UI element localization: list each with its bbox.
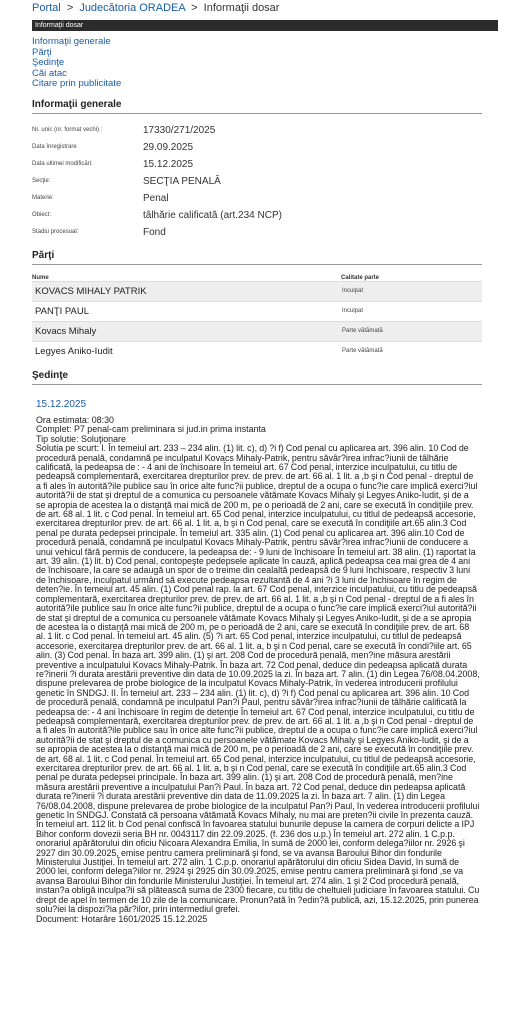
info-label: Nr. unic (nr. format vechi) : [32,127,103,134]
info-row-materie [32,190,506,207]
breadcrumb-court-link[interactable]: Judecătoria ORADEA [79,2,186,14]
party-name: Legyes Aniko-Iudit [35,345,113,357]
column-header-nume: Nume [32,274,49,281]
parti-section-title: Părţi [32,250,482,265]
general-info-table [32,122,506,241]
info-value: SECŢIA PENALĂ [143,175,221,187]
table-row [32,341,482,361]
party-role: Parte vătămată [342,348,383,355]
party-name: KOVACS MIHALY PATRIK [35,285,147,297]
sedinte-section-title: Şedinţe [32,370,482,385]
section-nav [32,37,506,90]
general-section-title: Informaţii generale [32,99,482,114]
hearing-document: Document: Hotarâre 1601/2025 15.12.2025 [36,913,208,924]
info-value: Fond [143,226,166,238]
info-value: 17330/271/2025 [143,124,216,136]
info-label: Obiect: [32,212,52,219]
info-label: Materie: [32,195,54,202]
hearing-details [36,416,480,924]
table-row [32,281,482,301]
info-label: Secţie: [32,178,51,185]
hearing-time: Ora estimata: 08:30 [36,414,114,425]
page-header-bar: Informaţii dosar [32,20,498,31]
party-role: Parte vătămată [342,328,383,335]
info-value: Penal [143,192,169,204]
party-name: PANŢI PAUL [35,305,90,317]
breadcrumb-separator: > [191,2,198,14]
info-row-sectie [32,173,506,190]
info-value: 29.09.2025 [143,141,194,153]
info-value: 15.12.2025 [143,158,194,170]
info-label: Data ultimei modificări: [32,161,93,168]
breadcrumb-current: Informaţii dosar [203,2,280,14]
info-label: Data înregistrare [32,144,77,151]
hearing-solution-type: Tip solutie: Soluţionare [36,433,126,444]
nav-link-cai-atac[interactable]: Căi atac [32,67,67,79]
info-row-stadiu [32,224,506,241]
nav-link-parti[interactable]: Părţi [32,46,52,58]
info-label: Stadiu procesual: [32,229,79,236]
nav-link-sedinte[interactable]: Şedinţe [32,57,65,69]
nav-link-citare-publicitate[interactable]: Citare prin publicitate [32,78,122,90]
party-role: Inculpat [342,288,364,295]
table-row [32,321,482,341]
hearing-solution-text: Solutia pe scurt: I. În temeiul art. 233 – 234 alin. (1) lit. c), d) ?i f) Cod penal cu aplicarea art. 396 alin. 10 Cod de procedură penală, condamnă pe inculpatul Kovacs Mihaly-Patrik, pentru săvâr?irea infrac?iunii de tâlhărie calificată, la pedeapsa de : - 4 ani de închisoare În temeiul art. 67 Cod penal, interzice inculpatului, cu titlu de pedeapsă complementară, exercitarea drepturilor prev. de prev. de art. 66 al. 1 lit. a ,b şi n Cod penal - dreptul de a fi ales în autorită?ile publice sau în orice alte func?ii publice, dreptul de a ocupa o func?ie care implică exerci?iul autorită?ii de stat şi dreptul de a comunica cu persoanele vătămate Kovacs Mihaly şi Legyes Aniko-Iudit, şi de a se apropia de acestea la o distanţă mai mică de 200 m, pe o perioadă de 2 ani, care se execută în condiţiile prev. de art. 68 al. 1 lit. c Cod penal. În temeiul art. 65 Cod penal, interzice inculpatului, cu titlul de pedeapsă accesorie, exercitarea drepturilor prev. de art. 66 al. 1 lit. a, b şi n Cod penal, care se execută în condiţiile art.65 alin.3 Cod penal pe durata pedepsei principale. În temeiul art. 335 alin. (1) Cod penal cu aplicarea art. 396 alin.10 Cod de procedură penală, condamnă pe inculpatul Kovacs Mihaly-Patrik, pentru săvâr?irea infrac?iunii de conducere a unui vehicul fără permis de conducere, la pedeapsa de: - 9 luni de închisoare În temeiul art. 38 alin. (1) raportat la art. 39 alin. (1) lit. b) Cod penal, contopeşte pedepsele aplicate în cauză, aplică pedeapsa cea mai grea de 4 ani de închisoare, la care se adaugă un spor de o treime din cealaltă pedeapsă de 9 luni închisoare, respectiv 3 luni de închisoare, inculpatul urmând să execute pedeapsa rezultantă de 4 ani ?i 3 luni de închisoare în regim de deten?ie. În temeiul art. 45 alin. (1) Cod penal rap. la art. 67 Cod penal, interzice inculpatului, cu titlu de pedeapsă complementară, exercitarea drepturilor prev. de prev. de art. 66 al. 1 lit. a ,b şi n Cod penal - dreptul de a fi ales în autorită?ile publice sau în orice alte func?ii publice, dreptul de a ocupa o func?ie care implică exerci?iul autorită?ii de stat şi dreptul de a comunica cu persoanele vătămate Kovacs Mihaly şi Legyes Aniko-Iudit, şi de a se apropia de acestea la o distanţă mai mică de 200 m, pe o perioadă de 2 ani, care se execută în condiţiile prev. de art. 68 al. 1 lit. c Cod penal. În temeiul art. 45 alin. (5) ?i art. 65 Cod penal, interzice inculpatului, cu titlul de pedeapsă accesorie, exercitarea drepturilor prev. de art. 66 al. 1 lit. a, b şi n Cod penal, care se execută în condi?iile art. 65 alin. (3) Cod penal. În baza art. 399 alin. (1) şi art. 208 Cod de procedură penală, men?ine măsura arestării preventive a inculpatului Kovacs Mihaly-Patrik. În baza art. 72 Cod penal, deduce din pedeapsa aplicată durata re?inerii ?i durata arestării preventive din data de 10.09.2025 la zi. În baza art. 7 alin. (1) din Legea 76/08.04.2008, dispune prelevarea de probe biologice de la inculpatul Kovacs Mihaly-Patrik, în vederea introducerii profilului genetic în SNDGJ. II. În temeiul art. 233 – 234 alin. (1) lit. c), d) ?i f) Cod penal cu aplicarea art. 396 alin. 10 Cod de procedură penală, condamnă pe inculpatul Pan?i Paul, pentru săvâr?irea infrac?iunii de tâlhărie calificată la pedeapsa de: - 4 ani închisoare în regim de detenţie În temeiul art. 67 Cod penal, interzice inculpatului, cu titlu de pedeapsă complementară, exercitarea drepturilor prev. de prev. de art. 66 al. 1 lit. a ,b şi n Cod penal - dreptul de a fi ales în autorită?ile publice sau în orice alte func?ii publice, dreptul de a ocupa o func?ie care implică exerci?iul autorită?ii de stat şi dreptul de a comunica cu persoanele vătămate Kovacs Mihaly şi Legyes Aniko-Iudit, şi de a se apropia de acestea la o distanţă mai mică de 200 m, pe o perioadă de 2 ani, care se execută în condiţiile prev. de art. 68 al. 1 lit. c Cod penal. În temeiul art. 65 Cod penal, interzice inculpatului, cu titlul de pedeapsă accesorie, exercitarea drepturilor prev. de art. 66 al. 1 lit. a, b şi n Cod penal, care se execută în condiţiile art.65 alin.3 Cod penal pe durata pedepsei principale. În baza art. 399 alin. (1) şi art. 208 Cod de procedură penală, men?ine măsura arestării preventive a inculpatului Pan?i Paul. În baza art. 72 Cod penal, deduce din pedeapsa aplicată durata re?inerii ?i durata arestării preventive din data de 11.09.2025 la zi. În baza art. 7 alin. (1) din Legea 76/08.04.2008, dispune prelevarea de probe biologice de la inculpatul Pan?i Paul, în vederea introducerii profilului genetic în SNDGJ. Constată că persoana vătămată Kovacs Mihaly, nu mai are preten?ii civile în prezenta cauză. În temeiul art. 112 lit. b Cod penal confiscă în favoarea statului bunurile depuse la camera de corpuri delicte a IPJ Bihor conform dovezii seria BH nr. 0043117 din 22.09.2025. (f. 236 dos u.p.) În temeiul art. 272 alin. 1 C.p.p. onorariul apărătorului din oficiu Nicoara Alexandra Emilia, în sumă de 2000 lei, conform delega?iilor nr. 2926 şi 2927 din 30.09.2025, emise pentru camera preliminară şi fond, se va avansa Baroului Bihor din fondurile Ministerului Justiţiei. În temeiul art. 272 alin. 1 C.p.p. onorariul apărătorului din oficiu Sidea David, în sumă de 2000 lei, conform delega?iilor nr. 2924 şi 2925 din 30.09.2025, emise pentru camera preliminară şi fond ,se va avansa Baroului Bihor din fondurile Ministerului Justiţiei. În temeiul art. 274 alin. 1 şi 2 Cod procedură penală, instan?a obligă inculpa?ii să plătească suma de 2300 fiecare, cu titlu de cheltuieli judiciare în favoarea statului. Cu drept de apel în termen de 10 zile de la comunicare. Pronun?ată în ?edin?ă publică, azi, 15.12.2025, prin punerea solu?iei la dispozi?ia păr?ilor, prin intermediul grefei. [36,443,480,915]
info-row-obiect [32,207,506,224]
hearing-panel: Complet: P7 penal-cam preliminara si jud.in prima instanta [36,424,266,435]
info-row-nr-unic [32,122,506,139]
table-row [32,301,482,321]
hearing-date: 15.12.2025 [36,398,87,410]
column-header-calitate: Calitate parte [341,274,380,281]
party-name: Kovacs Mihaly [35,325,97,337]
breadcrumb-separator: > [66,2,74,14]
breadcrumb [0,0,506,18]
breadcrumb-portal-link[interactable]: Portal [32,2,61,14]
info-row-data-inregistrare [32,139,506,156]
nav-link-informatii-generale[interactable]: Informaţii generale [32,36,111,47]
info-value: tâlhărie calificată (art.234 NCP) [143,209,282,221]
party-role: Inculpat [342,308,364,315]
info-row-data-modificare [32,156,506,173]
